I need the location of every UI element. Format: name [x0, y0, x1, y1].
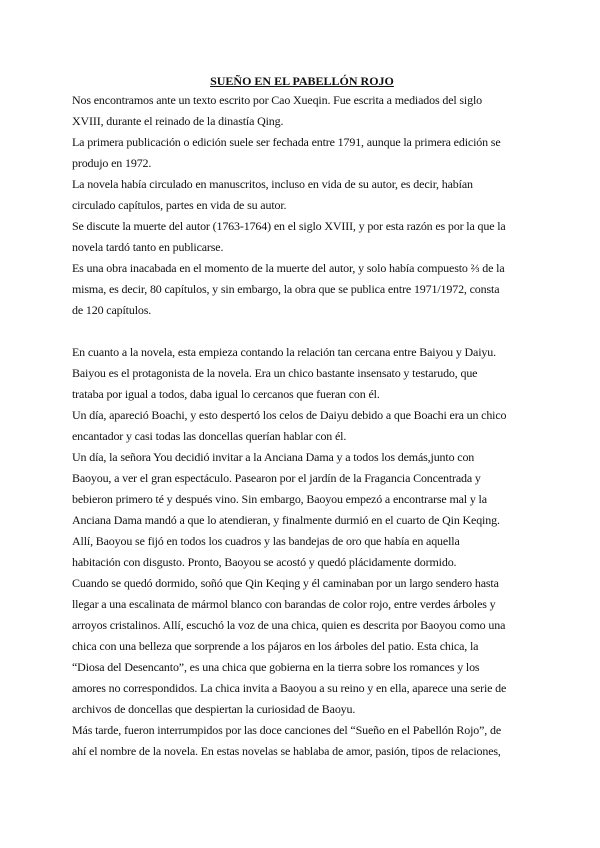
text-line: Se discute la muerte del autor (1763-1764) en el siglo XVIII, y por esta razón es por la que la	[72, 219, 506, 233]
text-line: Nos encontramos ante un texto escrito por Cao Xueqin. Fue escrita a mediados del siglo	[72, 93, 482, 107]
paragraph-6	[72, 342, 532, 405]
text-line: amores no correspondidos. La chica invita a Baoyou a su reino y en ella, aparece una serie de	[72, 681, 507, 695]
text-line: chica con una belleza que sorprende a los pájaros en los árboles del patio. Esta chica, la	[72, 639, 479, 653]
text-line: Un día, la señora You decidió invitar a la Anciana Dama y a todos los demás,junto con	[72, 450, 475, 464]
text-line: Allí, Baoyou se fijó en todos los cuadros y las bandejas de oro que había en aquella	[72, 534, 460, 548]
paragraph-10	[72, 573, 532, 720]
text-line: bebieron primero té y después vino. Sin embargo, Baoyou empezó a encontrarse mal y la	[72, 492, 487, 506]
text-line: archivos de doncellas que despiertan la curiosidad de Baoyu.	[72, 702, 356, 716]
text-line: La novela había circulado en manuscritos, incluso en vida de su autor, es decir, habían	[72, 177, 473, 191]
text-line: La primera publicación o edición suele ser fechada entre 1791, aunque la primera edición se	[72, 135, 501, 149]
text-line: llegar a una escalinata de mármol blanco con barandas de color rojo, entre verdes árboles y	[72, 597, 496, 611]
text-line: Baoyou, a ver el gran espectáculo. Pasearon por el jardín de la Fragancia Concentrada y	[72, 471, 481, 485]
document-page	[72, 72, 532, 762]
text-line: En cuanto a la novela, esta empieza contando la relación tan cercana entre Baiyou y Daiyu.	[72, 345, 496, 359]
text-line: produjo en 1972.	[72, 156, 152, 170]
blank-line	[72, 321, 532, 342]
text-line: misma, es decir, 80 capítulos, y sin embargo, la obra que se publica entre 1971/1972, consta	[72, 282, 500, 296]
text-line: circulado capítulos, partes en vida de su autor.	[72, 198, 287, 212]
paragraph-11	[72, 720, 532, 762]
text-line: Cuando se quedó dormido, soñó que Qin Keqing y él caminaban por un largo sendero hasta	[72, 576, 499, 590]
document-title: SUEÑO EN EL PABELLÓN ROJO	[210, 74, 394, 88]
paragraph-2	[72, 132, 532, 174]
text-line: Baiyou es el protagonista de la novela. Era un chico bastante insensato y testarudo, que	[72, 366, 478, 380]
text-line: XVIII, durante el reinado de la dinastía Qing.	[72, 114, 284, 128]
text-line: habitación con disgusto. Pronto, Baoyou se acostó y quedó plácidamente dormido.	[72, 555, 457, 569]
text-line: Más tarde, fueron interrumpidos por las doce canciones del “Sueño en el Pabellón Rojo”, de	[72, 723, 502, 737]
paragraph-5	[72, 258, 532, 321]
text-line: Es una obra inacabada en el momento de la muerte del autor, y solo había compuesto ⅔ de la	[72, 261, 505, 275]
paragraph-1	[72, 90, 532, 132]
text-line: Un día, apareció Boachi, y esto despertó los celos de Daiyu debido a que Boachi era un chico	[72, 408, 507, 422]
text-line: encantador y casi todas las doncellas querían hablar con él.	[72, 429, 347, 443]
paragraph-8	[72, 447, 532, 531]
text-line: “Diosa del Desencanto”, es una chica que gobierna en la tierra sobre los romances y los	[72, 660, 480, 674]
paragraph-3	[72, 174, 532, 216]
document-body	[72, 90, 532, 762]
text-line: arroyos cristalinos. Allí, escuchó la voz de una chica, quien es descrita por Baoyou como una	[72, 618, 506, 632]
text-line: trataba por igual a todos, daba igual lo cercanos que fueran con él.	[72, 387, 380, 401]
text-line: de 120 capítulos.	[72, 303, 152, 317]
text-line: novela tardó tanto en publicarse.	[72, 240, 224, 254]
text-line: ahí el nombre de la novela. En estas novelas se hablaba de amor, pasión, tipos de relaciones,	[72, 744, 501, 758]
paragraph-4	[72, 216, 532, 258]
text-line: Anciana Dama mandó a que lo atendieran, y finalmente durmió en el cuarto de Qin Keqing.	[72, 513, 500, 527]
paragraph-9	[72, 531, 532, 573]
paragraph-7	[72, 405, 532, 447]
